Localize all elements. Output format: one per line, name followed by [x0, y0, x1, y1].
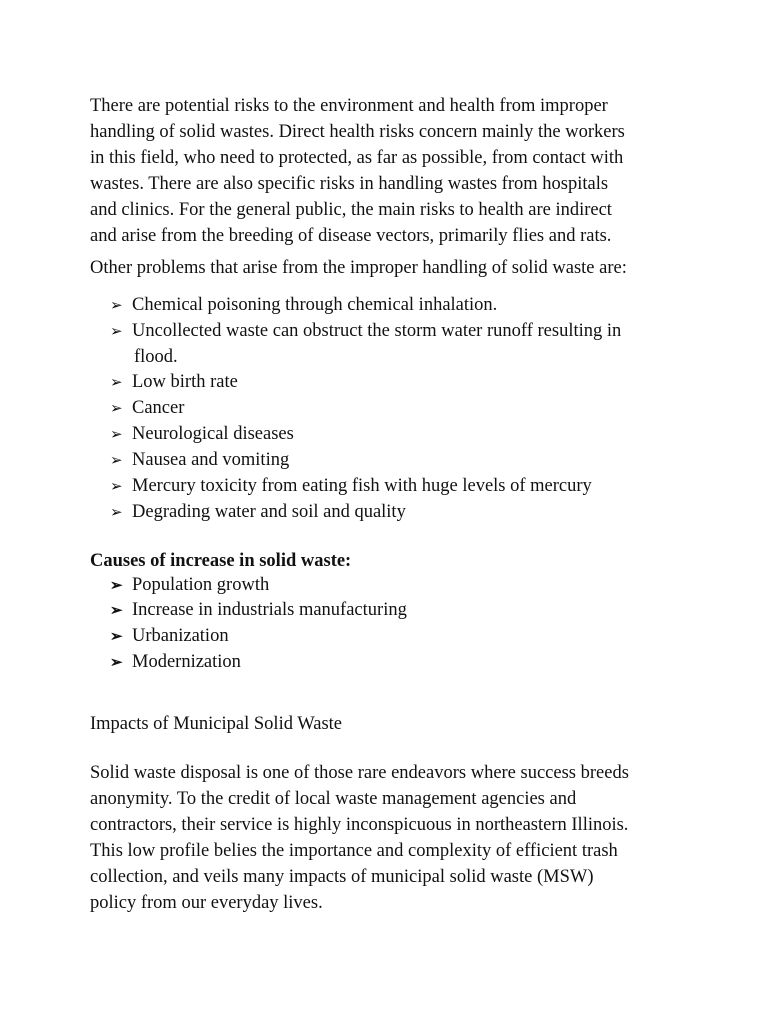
list-item: [110, 423, 294, 446]
list-item: [110, 501, 406, 524]
arrow-bullet-icon: ➢: [110, 298, 123, 314]
problems-intro: Other problems that arise from the improper handling of solid waste are:: [90, 258, 627, 278]
list-item: [110, 625, 229, 648]
arrow-bullet-icon: ➢: [110, 655, 123, 671]
paragraph-line: and clinics. For the general public, the main risks to health are indirect: [90, 200, 612, 220]
arrow-bullet-icon: ➢: [110, 578, 123, 594]
paragraph-line: This low profile belies the importance and complexity of efficient trash: [90, 841, 618, 861]
paragraph-line: handling of solid wastes. Direct health risks concern mainly the workers: [90, 122, 625, 142]
list-item: [110, 294, 497, 317]
list-item: [110, 320, 621, 343]
arrow-bullet-icon: ➢: [110, 324, 123, 340]
list-item: [110, 371, 238, 394]
list-item-text: Chemical poisoning through chemical inhalation.: [132, 295, 498, 315]
list-item-text: Modernization: [132, 652, 241, 672]
list-item-text: Urbanization: [132, 626, 229, 646]
list-item: [110, 475, 592, 498]
list-item-text: Cancer: [132, 398, 185, 418]
list-item-text: Increase in industrials manufacturing: [132, 600, 407, 620]
list-item: [110, 574, 269, 597]
list-item: [110, 651, 241, 674]
paragraph-line: contractors, their service is highly inconspicuous in northeastern Illinois.: [90, 815, 629, 835]
paragraph-line: collection, and veils many impacts of municipal solid waste (MSW): [90, 867, 594, 887]
list-item: [110, 599, 407, 622]
arrow-bullet-icon: ➢: [110, 479, 123, 495]
list-item-text: Degrading water and soil and quality: [132, 502, 406, 522]
list-item: [110, 397, 184, 420]
list-item-text: Low birth rate: [132, 372, 238, 392]
paragraph-line: wastes. There are also specific risks in handling wastes from hospitals: [90, 174, 609, 194]
list-item-text: Mercury toxicity from eating fish with huge levels of mercury: [132, 476, 592, 496]
list-item-text: Uncollected waste can obstruct the storm water runoff resulting in: [132, 321, 622, 341]
paragraph-line: and arise from the breeding of disease vectors, primarily flies and rats.: [90, 226, 612, 246]
arrow-bullet-icon: ➢: [110, 375, 123, 391]
paragraph-line: in this field, who need to protected, as far as possible, from contact with: [90, 148, 624, 168]
paragraph-line: anonymity. To the credit of local waste management agencies and: [90, 789, 577, 809]
paragraph-line: There are potential risks to the environment and health from improper: [90, 96, 608, 116]
paragraph-line: Solid waste disposal is one of those rare endeavors where success breeds: [90, 763, 629, 783]
arrow-bullet-icon: ➢: [110, 505, 123, 521]
arrow-bullet-icon: ➢: [110, 401, 123, 417]
list-item-text: Neurological diseases: [132, 424, 294, 444]
arrow-bullet-icon: ➢: [110, 453, 123, 469]
impacts-heading: Impacts of Municipal Solid Waste: [90, 714, 342, 734]
arrow-bullet-icon: ➢: [110, 603, 123, 619]
list-item-continuation: flood.: [134, 347, 178, 367]
list-item-text: Population growth: [132, 575, 270, 595]
list-item: [110, 449, 289, 472]
list-item-text: Nausea and vomiting: [132, 450, 290, 470]
arrow-bullet-icon: ➢: [110, 427, 123, 443]
causes-heading: Causes of increase in solid waste:: [90, 551, 352, 571]
paragraph-line: policy from our everyday lives.: [90, 893, 323, 913]
arrow-bullet-icon: ➢: [110, 629, 123, 645]
